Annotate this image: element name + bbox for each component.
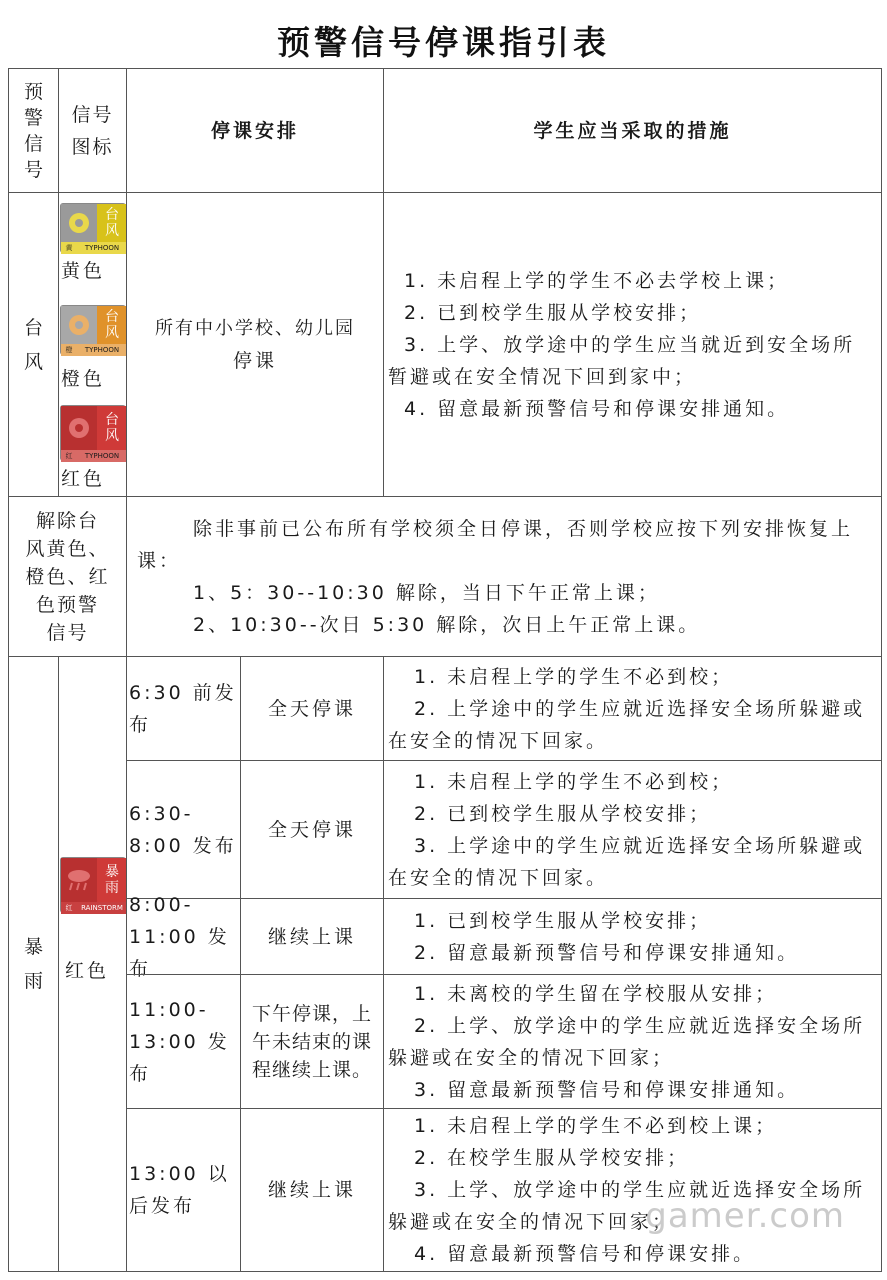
rain-time: 11:00-13:00 发布 (126, 974, 240, 1108)
rain-arrange: 继续上课 (240, 898, 383, 974)
icon-char: 风 (105, 428, 119, 444)
watermark: gamer.com (645, 1196, 845, 1236)
icon-char: 雨 (105, 880, 119, 896)
measure-item: 3. 上学、放学途中的学生应当就近到安全场所暂避或在安全情况下回到家中； (388, 333, 856, 388)
lift-label (8, 496, 126, 656)
rain-time: 8:00-11:00 发布 (126, 898, 240, 974)
lift-content (126, 496, 882, 656)
measure-item: 2. 上学、放学途中的学生应就近选择安全场所躲避或在安全的情况下回家； (388, 1014, 866, 1069)
rainstorm-red-label: 红色 (65, 960, 110, 982)
measure-item: 2. 留意最新预警信号和停课安排通知。 (414, 941, 800, 964)
header-signal-icon (58, 68, 126, 192)
header-char: 信 (23, 132, 43, 155)
icon-badge: 黄 (65, 244, 73, 252)
measure-item: 2. 在校学生服从学校安排； (414, 1147, 690, 1169)
icon-char: 台 (105, 412, 119, 428)
measure-item: 1. 未启程上学的学生不必到校； (414, 770, 734, 793)
icon-en: RAINSTORM (81, 904, 123, 912)
header-arrangement: 停课安排 (126, 68, 383, 192)
icon-char: 风 (105, 325, 119, 341)
header-warning-signal (8, 68, 58, 192)
typhoon-red-icon (60, 405, 126, 461)
icon-char: 台 (105, 309, 119, 325)
lift-label-line: 解除台 (35, 509, 99, 532)
rainstorm-char: 雨 (23, 970, 43, 992)
header-char: 预 (23, 80, 43, 103)
header-text: 信号 (71, 103, 114, 126)
measure-item: 3. 留意最新预警信号和停课安排通知。 (414, 1078, 800, 1101)
rain-arrange: 继续上课 (240, 1108, 383, 1272)
icon-en: TYPHOON (84, 244, 120, 252)
lift-label-line: 风黄色、 (25, 537, 110, 560)
header-measures: 学生应当采取的措施 (383, 68, 882, 192)
rain-time: 6:30-8:00 发布 (126, 760, 240, 898)
measure-item: 1. 已到校学生服从学校安排； (414, 909, 712, 932)
rain-measures (383, 656, 882, 760)
typhoon-char: 风 (23, 350, 43, 373)
lift-label-line: 色预警 (35, 593, 99, 616)
rain-arrange: 全天停课 (240, 760, 383, 898)
typhoon-yellow-label: 黄色 (61, 260, 106, 282)
typhoon-measures (383, 192, 882, 496)
typhoon-char: 台 (23, 316, 43, 339)
measure-item: 2. 已到校学生服从学校安排； (414, 802, 712, 825)
icon-char: 暴 (105, 864, 119, 880)
measure-item: 2. 已到校学生服从学校安排； (404, 301, 702, 324)
icon-badge: 红 (65, 904, 73, 912)
measure-item: 4. 留意最新预警信号和停课安排。 (414, 1243, 756, 1265)
rain-measures (383, 898, 882, 974)
header-char: 号 (23, 158, 43, 181)
arrangement-line: 所有中小学校、幼儿园 (155, 317, 355, 339)
measure-item: 3. 上学途中的学生应就近选择安全场所躲避或在安全的情况下回家。 (388, 834, 866, 889)
typhoon-red-label: 红色 (61, 468, 106, 490)
header-char: 警 (23, 106, 43, 129)
rainstorm-red-icon (60, 857, 126, 913)
lift-intro: 除非事前已公布所有学校须全日停课，否则学校应按下列安排恢复上课： (137, 517, 854, 572)
measure-item: 4. 留意最新预警信号和停课安排通知。 (404, 397, 790, 420)
lift-label-line: 信号 (46, 621, 89, 644)
icon-en: TYPHOON (84, 346, 120, 354)
typhoon-orange-icon (60, 305, 126, 355)
icon-char: 风 (105, 223, 119, 239)
measure-item: 1. 未启程上学的学生不必到校； (414, 665, 734, 688)
rain-arrange: 全天停课 (240, 656, 383, 760)
rain-time: 6:30 前发布 (126, 656, 240, 760)
typhoon-icons (58, 192, 126, 496)
rain-arrange: 下午停课，上午未结束的课程继续上课。 (240, 974, 383, 1108)
measure-item: 1. 未离校的学生留在学校服从安排； (414, 982, 778, 1005)
measure-item: 1. 未启程上学的学生不必到校上课； (414, 1115, 778, 1137)
rainstorm-char: 暴 (23, 936, 43, 958)
lift-item: 1、5：30--10:30 解除，当日下午正常上课； (193, 581, 660, 604)
measure-item: 3. 上学、放学途中的学生应就近选择安全场所躲避或在安全的情况下回家； (388, 1179, 866, 1233)
rain-measures (383, 974, 882, 1108)
rainstorm-icon-cell (58, 656, 126, 1272)
rainstorm-name (8, 656, 58, 1272)
typhoon-yellow-icon (60, 203, 126, 253)
lift-label-line: 橙色、红 (25, 565, 110, 588)
lift-item: 2、10:30--次日 5:30 解除，次日上午正常上课。 (193, 613, 701, 636)
typhoon-name (8, 192, 58, 496)
measure-item: 2. 上学途中的学生应就近选择安全场所躲避或在安全的情况下回家。 (388, 697, 866, 752)
rain-measures (383, 760, 882, 898)
rain-measures (383, 1108, 882, 1272)
header-text: 图标 (71, 135, 114, 158)
rain-time: 13:00 以后发布 (126, 1108, 240, 1272)
icon-en: TYPHOON (84, 452, 120, 460)
icon-char: 台 (105, 207, 119, 223)
typhoon-orange-label: 橙色 (61, 368, 106, 390)
arrangement-line: 停课 (232, 349, 277, 372)
typhoon-arrangement (126, 192, 383, 496)
measure-item: 1. 未启程上学的学生不必去学校上课； (404, 269, 790, 292)
icon-badge: 橙 (65, 346, 73, 354)
page-title: 预警信号停课指引表 (277, 23, 610, 62)
icon-badge: 红 (65, 452, 73, 460)
